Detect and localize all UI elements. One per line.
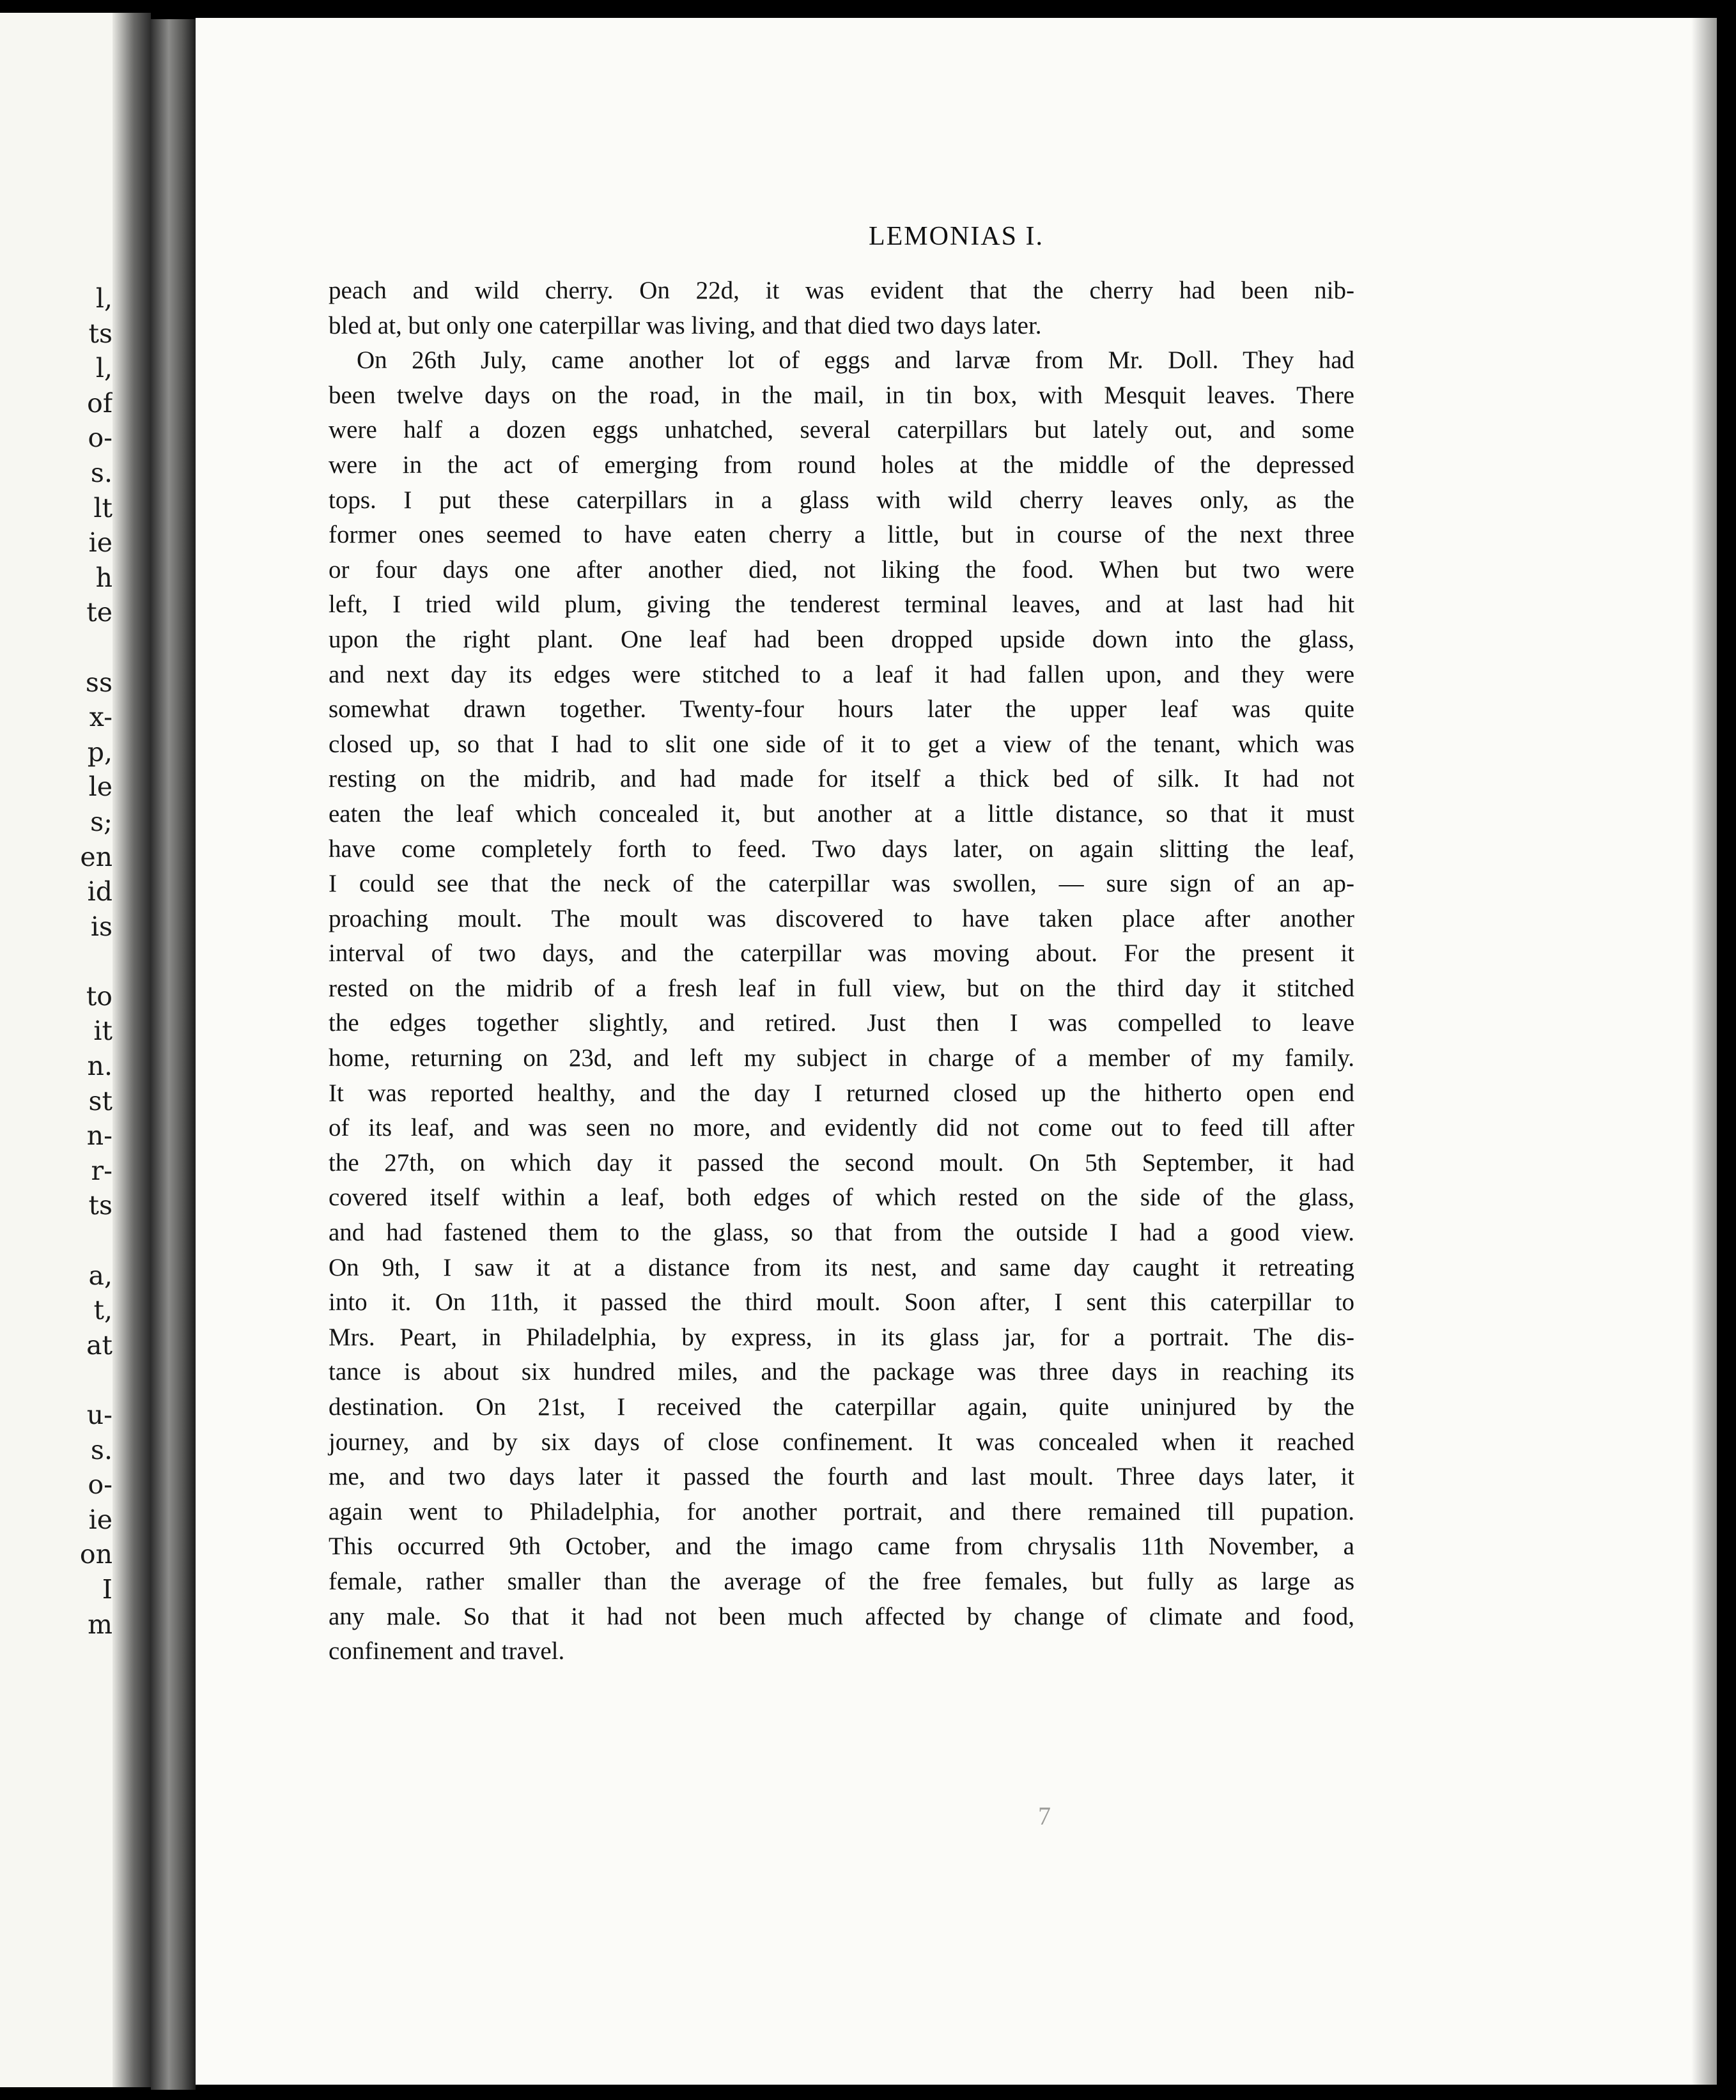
facing-line-fragment: l, [95,353,112,384]
facing-line-fragment: l, [95,283,112,314]
facing-line-fragment: it [93,1015,112,1047]
text-line: resting on the midrib, and had made for itself a thick bed of silk. It had not [329,765,1354,793]
text-line: upon the right plant. One leaf had been dropped upside down into the glass, [329,625,1354,653]
facing-line-fragment: u- [86,1400,112,1430]
facing-line-fragment: te [86,597,112,628]
facing-line-fragment: is [90,911,112,942]
text-line: female, rather smaller than the average of the free females, but fully as large as [329,1567,1354,1595]
facing-line-fragment: h [95,562,112,593]
text-line: bled at, but only one caterpillar was living, and that died two days later. [329,311,1042,339]
text-line: home, returning on 23d, and left my subject in charge of a member of my family. [329,1044,1354,1072]
text-line: left, I tried wild plum, giving the tenderest terminal leaves, and at last had hit [329,591,1354,619]
facing-line-fragment: o- [88,1469,112,1501]
facing-line-fragment: ie [88,1504,112,1535]
facing-page-cut-text [0,281,112,1642]
facing-line-fragment: n- [86,1120,112,1152]
facing-line-fragment: a, [88,1260,112,1291]
facing-line-fragment: x- [89,702,112,733]
facing-line-fragment: le [88,771,112,803]
text-line: any male. So that it had not been much affected by change of climate and food, [329,1602,1354,1630]
text-line: destination. On 21st, I received the caterpillar again, quite uninjured by the [329,1393,1354,1421]
facing-line-fragment: to [86,980,112,1012]
text-line: proaching moult. The moult was discovered to have taken place after another [329,904,1354,932]
text-line: It was reported healthy, and the day I returned closed up the hitherto open end [329,1079,1354,1107]
text-line: confinement and travel. [329,1637,565,1665]
text-line: somewhat drawn together. Twenty-four hours later the upper leaf was quite [329,695,1354,723]
text-line: interval of two days, and the caterpillar was moving about. For the present it [329,939,1354,968]
facing-line-fragment: n. [87,1051,112,1082]
facing-line-fragment: ie [88,527,112,559]
facing-line-fragment: id [87,876,112,907]
facing-line-fragment [0,1363,112,1398]
text-line: journey, and by six days of close confinement. It was concealed when it reached [329,1428,1354,1456]
facing-line-fragment: s. [90,457,112,488]
text-line: I could see that the neck of the caterpillar was swollen, — sure sign of an ap- [329,870,1354,898]
running-head: LEMONIAS I. [869,222,1044,251]
facing-line-fragment: t, [93,1295,112,1326]
facing-line-fragment: ts [88,318,112,349]
text-line: and had fastened them to the glass, so that from the outside I had a good view. [329,1219,1354,1247]
text-line: tops. I put these caterpillars in a glass with wild cherry leaves only, as the [329,486,1354,514]
page-mark: 7 [1038,1802,1051,1830]
facing-line-fragment [0,630,112,665]
text-line: former ones seemed to have eaten cherry a little, but in course of the next three [329,521,1354,549]
text-line: On 26th July, came another lot of eggs and larvæ from Mr. Doll. They had [357,346,1354,374]
facing-line-fragment [0,1223,112,1258]
facing-line-fragment: ts [88,1190,112,1221]
page-edge-shadow [1691,18,1717,2085]
facing-line-fragment: s; [90,806,112,837]
book-binding [151,19,196,2090]
text-line: tance is about six hundred miles, and the package was three days in reaching its [329,1358,1354,1386]
text-line: On 9th, I saw it at a distance from its nest, and same day caught it retreating [329,1253,1354,1281]
text-line: into it. On 11th, it passed the third moult. Soon after, I sent this caterpillar to [329,1288,1354,1316]
facing-page-left [0,13,151,2087]
text-line: and next day its edges were stitched to a leaf it had fallen upon, and they were [329,660,1354,688]
facing-line-fragment: of [87,387,112,419]
gutter-shadow [112,13,151,2087]
text-line: were in the act of emerging from round holes at the middle of the depressed [329,451,1354,479]
facing-line-fragment: ss [85,667,112,698]
text-line: the 27th, on which day it passed the second moult. On 5th September, it had [329,1148,1354,1177]
facing-line-fragment: I [102,1573,112,1605]
facing-line-fragment: en [80,841,112,872]
facing-line-fragment: st [88,1085,112,1116]
text-line: been twelve days on the road, in the mail, in tin box, with Mesquit leaves. There [329,381,1354,409]
text-line: again went to Philadelphia, for another portrait, and there remained till pupation. [329,1497,1354,1525]
facing-line-fragment: o- [88,422,112,454]
facing-line-fragment: p, [87,736,112,768]
text-line: This occurred 9th October, and the imago came from chrysalis 11th November, a [329,1533,1354,1561]
text-line: covered itself within a leaf, both edges of which rested on the side of the glass, [329,1184,1354,1212]
body-paragraphs [329,274,1354,1669]
facing-line-fragment: lt [93,492,112,523]
facing-line-fragment [0,944,112,979]
facing-line-fragment: r- [91,1155,112,1186]
text-line: have come completely forth to feed. Two days later, on again slitting the leaf, [329,835,1354,863]
page-right [196,18,1717,2085]
text-line: peach and wild cherry. On 22d, it was evident that the cherry had been nib- [329,277,1354,304]
text-line: Mrs. Peart, in Philadelphia, by express, in its glass jar, for a portrait. The dis- [329,1323,1354,1351]
facing-line-fragment: m [88,1609,112,1640]
text-line: me, and two days later it passed the fourth and last moult. Three days later, it [329,1463,1354,1491]
text-line: were half a dozen eggs unhatched, several caterpillars but lately out, and some [329,416,1354,444]
facing-line-fragment: at [86,1329,112,1361]
facing-line-fragment: on [79,1539,112,1570]
text-line: the edges together slightly, and retired. Just then I was compelled to leave [329,1009,1354,1037]
text-line: eaten the leaf which concealed it, but another at a little distance, so that it must [329,799,1354,828]
text-line: closed up, so that I had to slit one side of it to get a view of the tenant, which was [329,730,1354,758]
text-line: rested on the midrib of a fresh leaf in full view, but on the third day it stitched [329,974,1354,1002]
text-line: or four days one after another died, not liking the food. When but two were [329,555,1354,583]
facing-line-fragment: s. [90,1434,112,1465]
text-line: of its leaf, and was seen no more, and evidently did not come out to feed till after [329,1114,1354,1142]
